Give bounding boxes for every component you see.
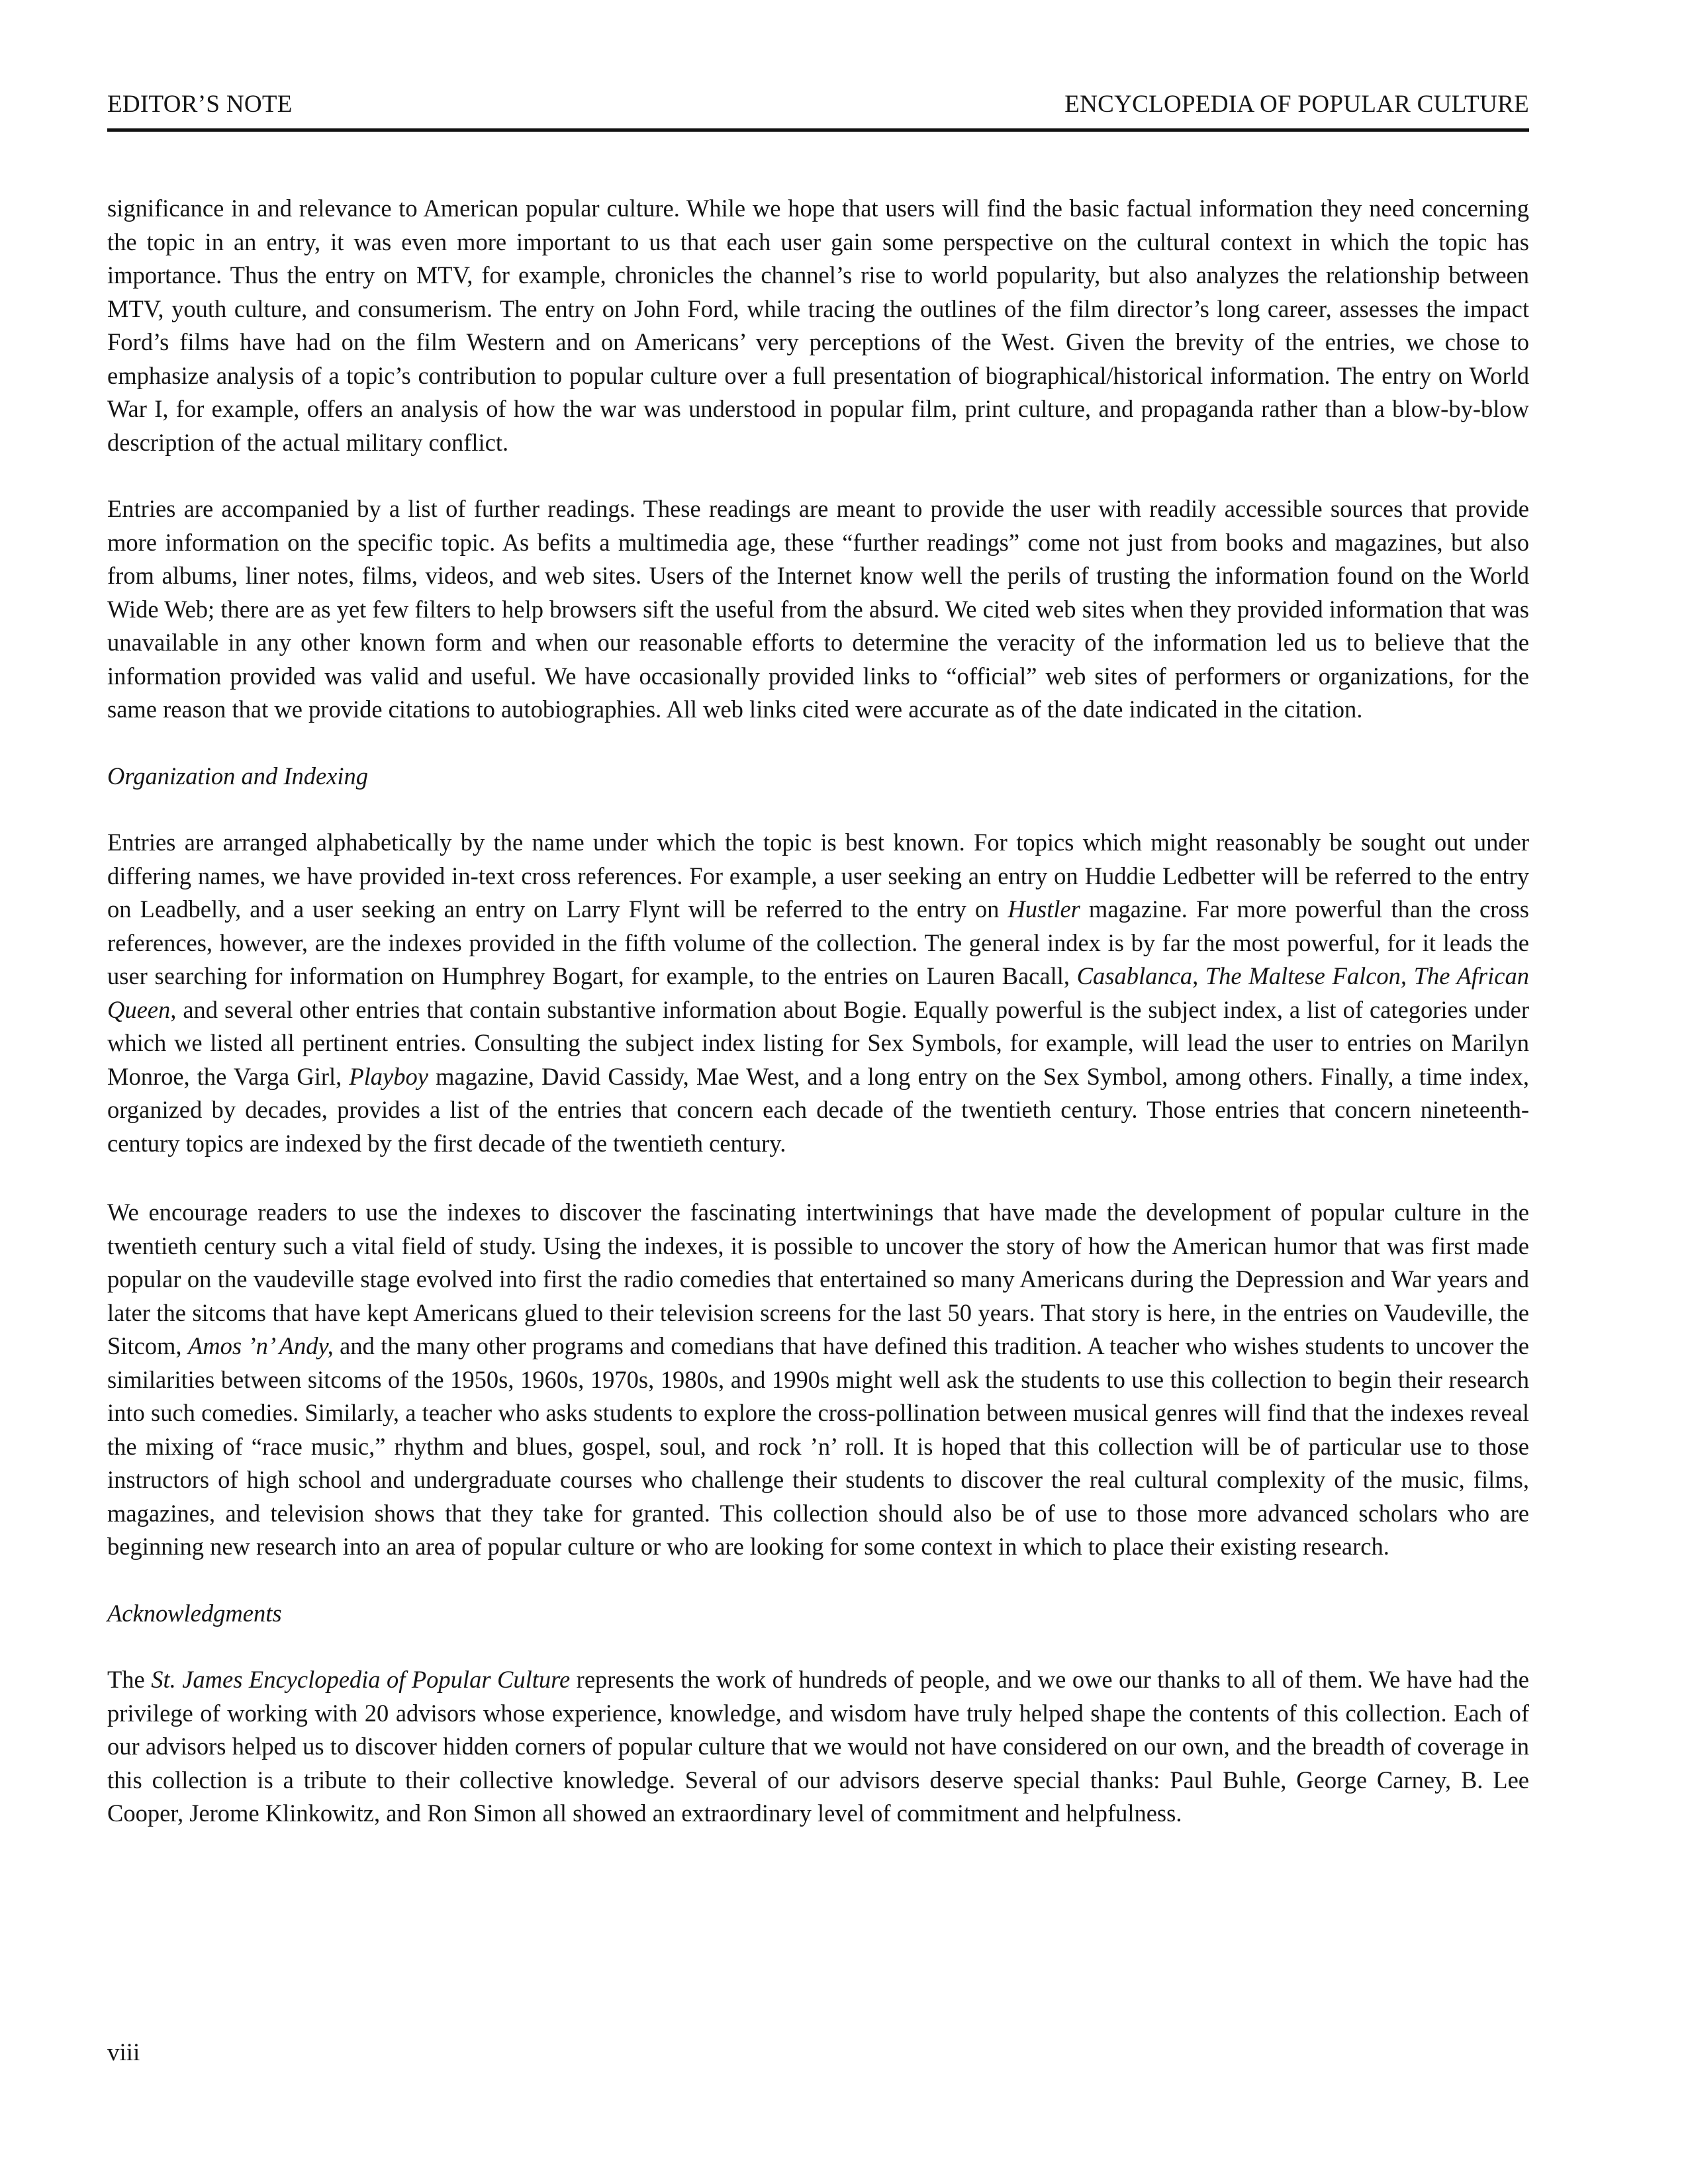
italic-title: St. James Encyclopedia of Popular Culture (151, 1666, 571, 1693)
body-text (107, 192, 1529, 1831)
book-title: ENCYCLOPEDIA OF POPULAR CULTURE (1064, 91, 1529, 118)
italic-title: Amos ’n’ Andy, (187, 1332, 334, 1359)
text-run: magazine. Far more powerful than the cross references, however, are the indexes provided in the fifth volume of the collection. The general index is by far the most powerful, for it leads the user searching for information on Humphrey Bogart, for example, to the entries on Lauren Bacall, (107, 895, 1529, 989)
paragraph-context: significance in and relevance to American popular culture. While we hope that users will find the basic factual information they need concerning the topic in an entry, it was even more important to us that each user gain some perspective on the cultural context in which the topic has importance. Thus the entry on MTV, for example, chronicles the channel’s rise to world popularity, but also analyzes the relationship between MTV, youth culture, and consumerism. The entry on John Ford, while tracing the outlines of the film director’s long career, assesses the impact Ford’s films have had on the film Western and on Americans’ very perceptions of the West. Given the brevity of the entries, we chose to emphasize analysis of a topic’s contribution to popular culture over a full presentation of biographical/historical information. The entry on World War I, for example, offers an analysis of how the war was understood in popular film, print culture, and propaganda rather than a blow-by-blow description of the actual military conflict. (107, 195, 1529, 456)
text-run: represents the work of hundreds of people, and we owe our thanks to all of them. We have had the privilege of working with 20 advisors whose experience, knowledge, and wisdom have truly helped shape the contents of this collection. Each of our advisors helped us to discover hidden corners of popular culture that we would not have considered on our own, and the breadth of coverage in this collection is a tribute to their collective knowledge. Several of our advisors deserve special thanks: Paul Buhle, George Carney, B. Lee Cooper, Jerome Klinkowitz, and Ron Simon all showed an extraordinary level of commitment and helpfulness. (107, 1666, 1529, 1827)
text-run: We encourage readers to use the indexes to discover the fascinating intertwinings that have made the development of popular culture in the twentieth century such a vital field of study. Using the indexes, it is possible to uncover the story of how the American humor that was first made popular on the vaudeville stage evolved into first the radio comedies that entertained so many Americans during the Depression and War years and later the sitcoms that have kept Americans glued to their television screens for the last 50 years. That story is here, in the entries on Vaudeville, the Sitcom, (107, 1199, 1529, 1359)
heading-organization-indexing: Organization and Indexing (107, 762, 369, 790)
italic-title: Hustler (1008, 895, 1080, 923)
paragraph-organization (107, 826, 1529, 1160)
italic-title: Casablanca, The Maltese Falcon, The African Queen, (107, 962, 1529, 1023)
text-run: and several other entries that contain substantive information about Bogie. Equally powerful is the subject index, a list of categories under which we listed all pertinent entries. Consulting the subject index listing for Sex Symbols, for example, will lead the user to entries on Marilyn Monroe, the Varga Girl, (107, 995, 1529, 1090)
heading-acknowledgments: Acknowledgments (107, 1599, 282, 1627)
page-number: viii (107, 2039, 140, 2066)
text-run: The (107, 1666, 152, 1693)
section-title: EDITOR’S NOTE (107, 91, 293, 118)
paragraph-further-readings: Entries are accompanied by a list of further readings. These readings are meant to provide the user with readily accessible sources that provide more information on the specific topic. As befits a multimedia age, these “further readings” come not just from books and magazines, but also from albums, liner notes, films, videos, and web sites. Users of the Internet know well the perils of trusting the information found on the World Wide Web; there are as yet few filters to help browsers sift the useful from the absurd. We cited web sites when they provided information that was unavailable in any other known form and when our reasonable efforts to determine the veracity of the information led us to believe that the information provided was valid and useful. We have occasionally provided links to “official” web sites of performers or organizations, for the same reason that we provide citations to autobiographies. All web links cited were accurate as of the date indicated in the citation. (107, 495, 1529, 723)
paragraph-indexes-use (107, 1196, 1529, 1564)
text-run: Entries are arranged alphabetically by the name under which the topic is best known. For topics which might reasonably be sought out under differing names, we have provided in-text cross references. For example, a user seeking an entry on Huddie Ledbetter will be referred to the entry on Leadbelly, and a user seeking an entry on Larry Flynt will be referred to the entry on (107, 829, 1529, 923)
paragraph-acknowledgments (107, 1663, 1529, 1831)
running-header (107, 89, 1529, 132)
italic-title: Playboy (349, 1062, 428, 1090)
text-run: and the many other programs and comedians that have defined this tradition. A teacher who wishes students to uncover the similarities between sitcoms of the 1950s, 1960s, 1970s, 1980s, and 1990s might well ask the students to use this collection to begin their research into such comedies. Similarly, a teacher who asks students to explore the cross-pollination between musical genres will find that the indexes reveal the mixing of “race music,” rhythm and blues, gospel, soul, and rock ’n’ roll. It is hoped that this collection will be of particular use to those instructors of high school and undergraduate courses who challenge their students to discover the real cultural complexity of the music, films, magazines, and television shows that they take for granted. This collection should also be of use to those more advanced scholars who are beginning new research into an area of popular culture or who are looking for some context in which to place their existing research. (107, 1332, 1529, 1560)
text-run: magazine, David Cassidy, Mae West, and a long entry on the Sex Symbol, among others. Finally, a time index, organized by decades, provides a list of the entries that concern each decade of the twentieth century. Those entries that concern nineteenth-century topics are indexed by the first decade of the twentieth century. (107, 1062, 1530, 1157)
